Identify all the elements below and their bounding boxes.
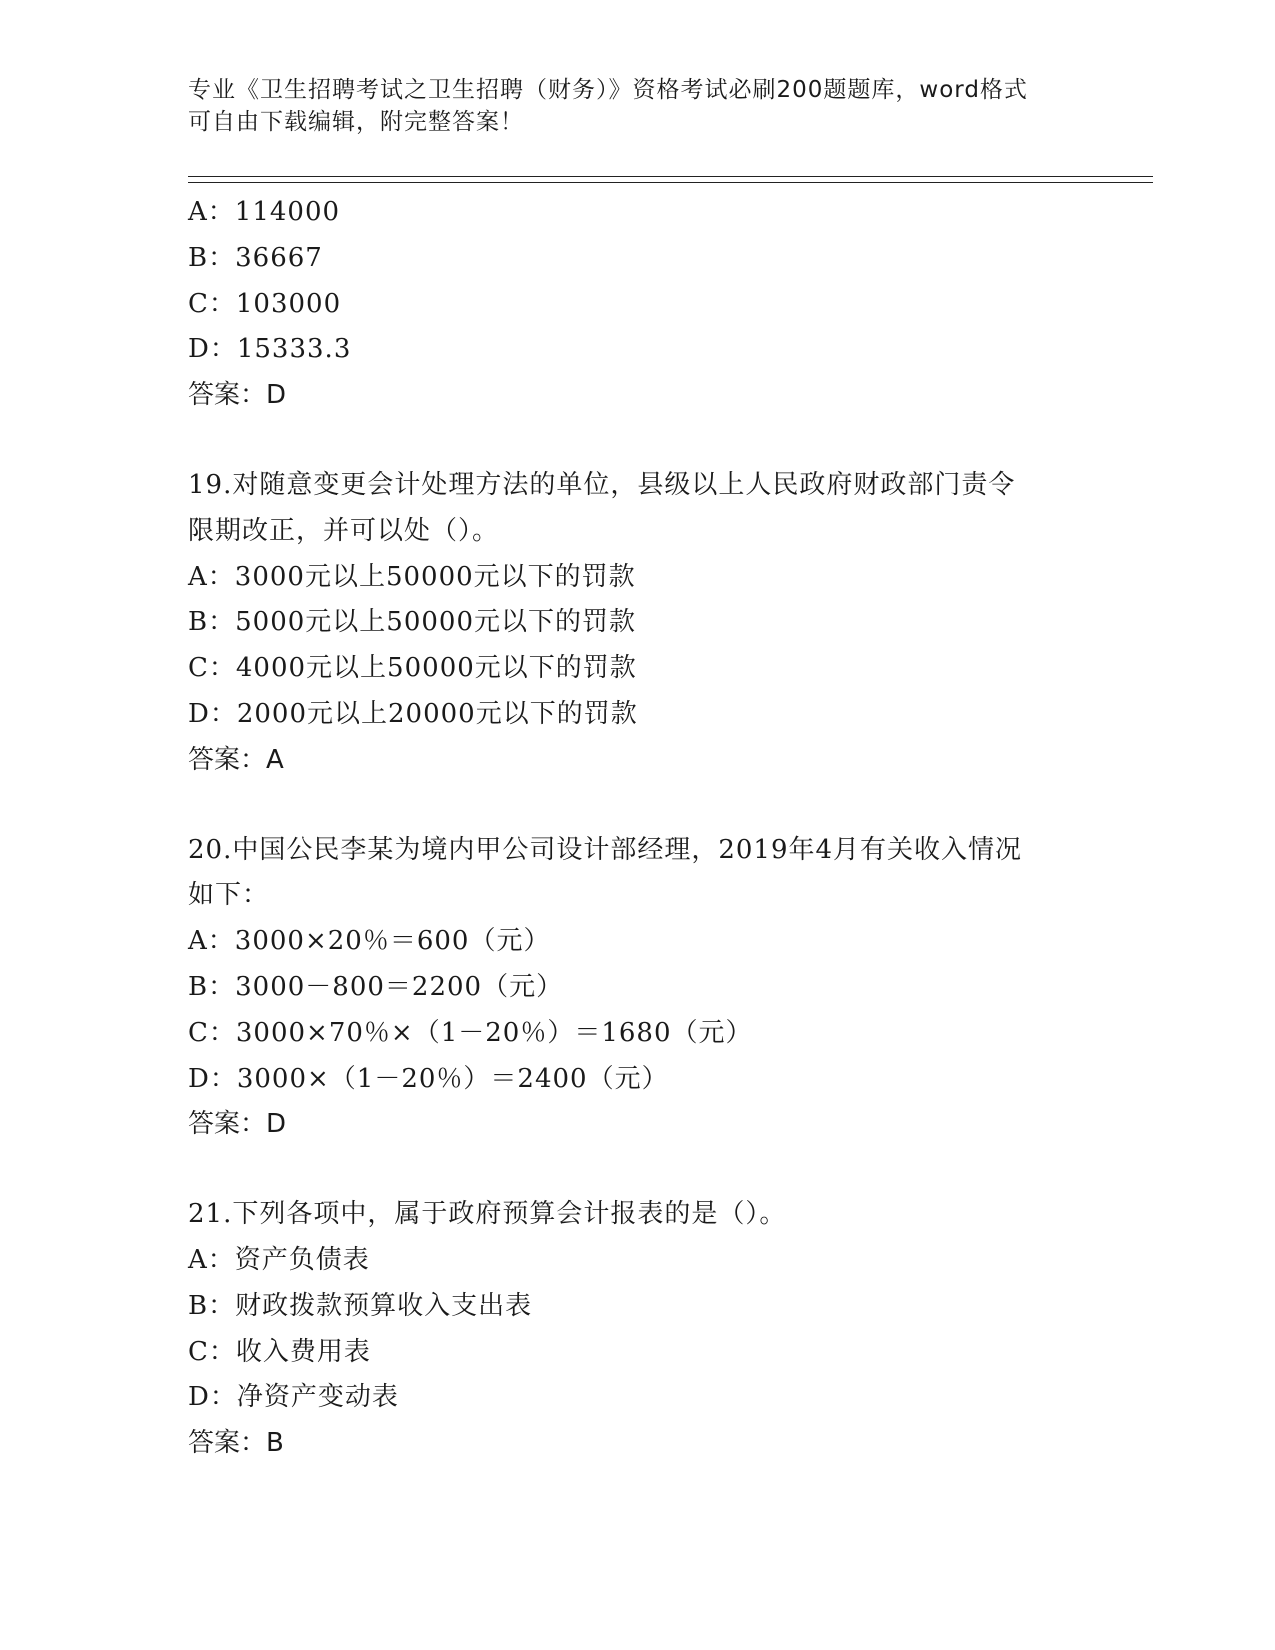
question-stem-line-1: 19.对随意变更会计处理方法的单位，县级以上人民政府财政部门责令 — [188, 469, 1016, 500]
answer-line: 答案：A — [188, 744, 284, 775]
question-19 — [188, 463, 1148, 784]
question-stem-line-2: 如下： — [188, 880, 270, 911]
option-c: C：103000 — [188, 288, 342, 319]
spacer — [188, 1148, 1148, 1192]
document-header — [188, 74, 1078, 138]
answer-line: 答案：B — [188, 1428, 284, 1459]
question-21 — [188, 1192, 1148, 1467]
header-line-1: 专业《卫生招聘考试之卫生招聘（财务）》资格考试必刷200题题库，word格式 — [188, 77, 1028, 103]
option-c: C：4000元以上50000元以下的罚款 — [188, 653, 637, 684]
option-d: D：2000元以上20000元以下的罚款 — [188, 698, 638, 729]
option-b: B：3000－800＝2200（元） — [188, 971, 564, 1002]
question-18 — [188, 190, 1148, 419]
spacer — [188, 419, 1148, 463]
header-line-2: 可自由下载编辑，附完整答案！ — [188, 109, 524, 135]
option-a: A：3000×20％＝600（元） — [188, 926, 551, 957]
option-d: D：3000×（1－20％）＝2400（元） — [188, 1063, 669, 1094]
header-divider-top — [188, 176, 1153, 177]
spacer — [188, 784, 1148, 828]
option-b: B：5000元以上50000元以下的罚款 — [188, 607, 636, 638]
option-c: C：3000×70％×（1－20％）＝1680（元） — [188, 1017, 753, 1048]
option-a: A：3000元以上50000元以下的罚款 — [188, 561, 636, 592]
option-d: D：净资产变动表 — [188, 1382, 399, 1413]
option-d: D：15333.3 — [188, 334, 352, 365]
option-c: C：收入费用表 — [188, 1336, 371, 1367]
answer-line: 答案：D — [188, 1109, 287, 1140]
question-stem-line-1: 21.下列各项中，属于政府预算会计报表的是（）。 — [188, 1199, 787, 1230]
question-list — [188, 190, 1148, 1467]
option-b: B：财政拨款预算收入支出表 — [188, 1290, 533, 1321]
question-20 — [188, 828, 1148, 1149]
option-a: A：114000 — [188, 197, 341, 227]
option-a: A：资产负债表 — [188, 1244, 370, 1275]
answer-line: 答案：D — [188, 380, 287, 411]
option-b: B：36667 — [188, 242, 323, 273]
header-divider-bottom — [188, 182, 1153, 183]
question-stem-line-1: 20.中国公民李某为境内甲公司设计部经理，2019年4月有关收入情况 — [188, 834, 1023, 865]
question-stem-line-2: 限期改正，并可以处（）。 — [188, 515, 500, 546]
